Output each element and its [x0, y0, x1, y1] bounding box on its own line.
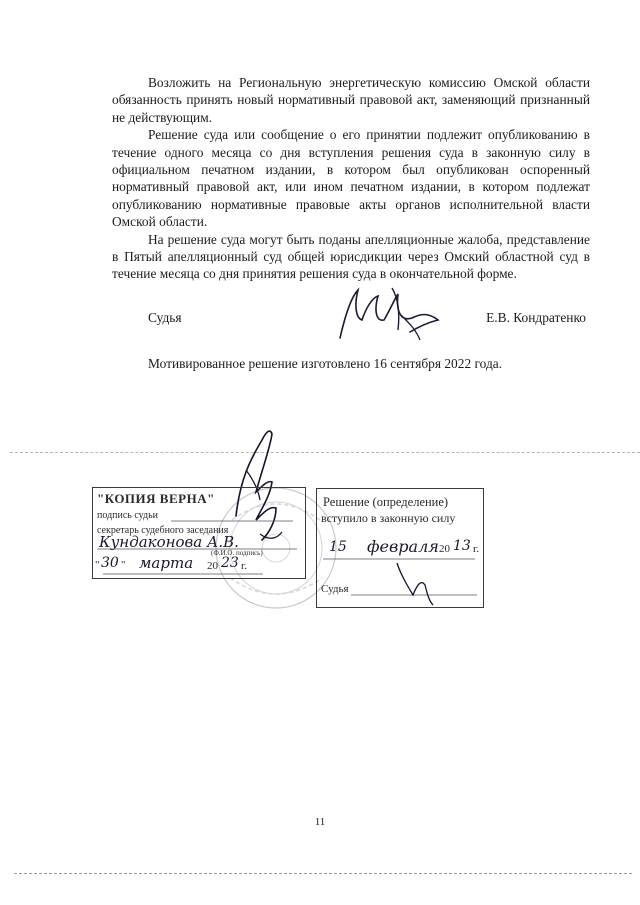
stamp-copy-month: марта: [139, 554, 194, 572]
stamp-force-title: Решение (определение): [323, 495, 449, 509]
stamp-copy-title: "КОПИЯ ВЕРНА": [97, 491, 215, 506]
stamp-copy-secretary-label: секретарь судебного заседания: [97, 525, 229, 536]
stamp-force-year-suffix: г.: [473, 543, 480, 555]
legal-force-stamp: [316, 488, 484, 608]
copy-certified-stamp: [92, 487, 306, 579]
stamp-copy-year-suffix: г.: [241, 560, 248, 572]
stamp-force-judge-label: Судья: [321, 583, 349, 595]
paragraph-appeal: На решение суда могут быть поданы апелляционные жалоба, представление в Пятый апелляционный суд общей юрисдикции через Омский областной суд в течение месяца со дня принятия решения суда в окончательной форме.: [112, 231, 590, 282]
paragraph-publication: Решение суда или сообщение о его принятии подлежит опубликованию в течение одного месяца со дня вступления решения суда в законную силу в официальном печатном издании, в котором был опубликован оспоренный нормативный правовой акт, или ином печатном издании, в котором подлежат опубликованию нормативные правовые акты органов исполнительной власти Омской области.: [112, 127, 590, 230]
stamp-force-day: 15: [329, 539, 347, 555]
stamp-copy-fio-label: (Ф.И.О. подпись): [211, 549, 263, 557]
paragraph-obligation: Возложить на Региональную энергетическую комиссию Омской области обязанность принять новый нормативный правовой акт, заменяющий признанный не действующим.: [112, 75, 590, 125]
judge-role-label: Судья: [148, 310, 182, 325]
stamp-copy-quote-close: ": [121, 559, 126, 571]
page-number: 11: [314, 816, 326, 828]
stamp-copy-year: 23: [221, 555, 239, 571]
stamp-force-month: февраля: [367, 537, 439, 556]
judge-name: Е.В. Кондратенко: [486, 310, 586, 325]
stamp-force-lines: [317, 489, 483, 607]
motivated-decision-note: Мотивированное решение изготовлено 16 сентября 2022 года.: [148, 356, 503, 371]
stamp-force-year: 13: [453, 538, 471, 554]
scan-edge-line: [14, 873, 632, 875]
stamp-copy-judge-sign-label: подпись судьи: [97, 510, 159, 521]
stamp-copy-secretary-name: Кундаконова А.В.: [99, 533, 239, 551]
stamp-copy-quote-open: ": [95, 559, 100, 571]
stamp-copy-year-prefix: 20: [207, 560, 218, 572]
stamp-copy-day: 30: [101, 555, 119, 571]
stamp-force-year-prefix: 20: [439, 543, 450, 555]
stamp-copy-underlines: [93, 488, 305, 578]
stamp-force-subtitle: вступило в законную силу: [321, 511, 456, 525]
